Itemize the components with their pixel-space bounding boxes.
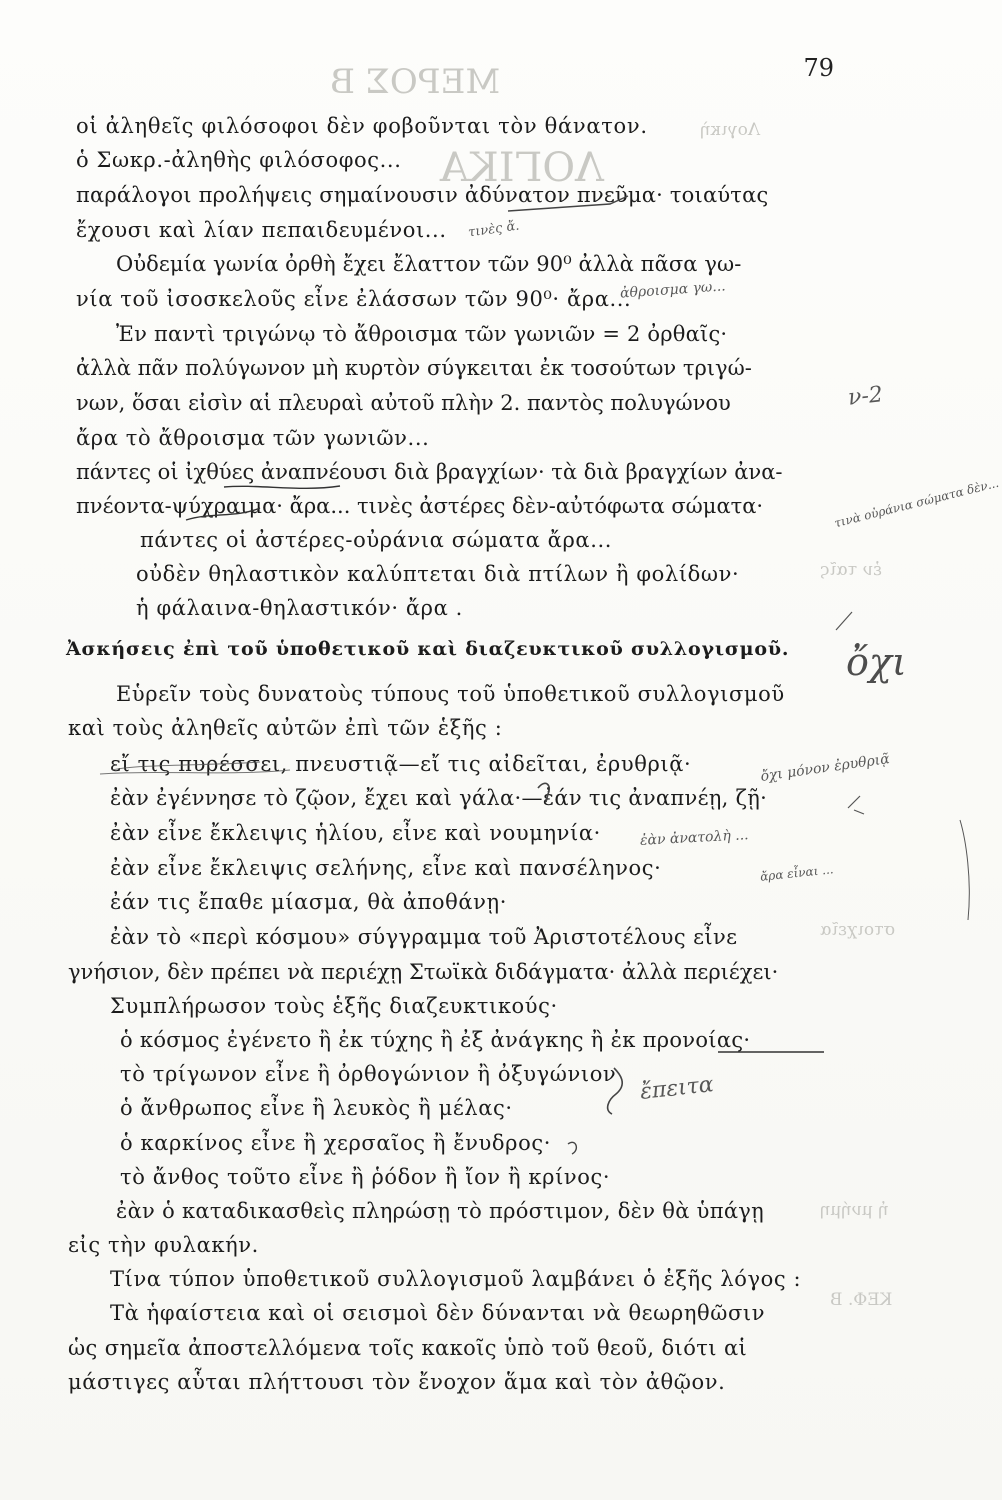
text-line: ἐὰν εἶνε ἔκλειψις σελήνης, εἶνε καὶ πανσέληνος· <box>110 856 662 880</box>
handwritten-note: τινὰ οὐράνια σώματα δὲν... <box>832 475 1001 531</box>
text-line: ἔχουσι καὶ λίαν πεπαιδευμένοι... <box>76 218 447 242</box>
text-line: πνέοντα-ψύχραιμα· ἄρα... τινὲς ἀστέρες δὲν-αὐτόφωτα σώματα· <box>76 494 764 518</box>
text-line: ὁ ἄνθρωπος εἶνε ἢ λευκὸς ἢ μέλας· <box>120 1096 513 1120</box>
text-line: ἐὰν τὸ «περὶ κόσμου» σύγγραμμα τοῦ Ἀριστοτέλους εἶνε <box>110 925 738 949</box>
text-line: μάστιγες αὗται πλήττουσι τὸν ἔνοχον ἅμα καὶ τὸν ἀθῷον. <box>68 1370 726 1394</box>
text-line: πάντες οἱ ἰχθύες ἀναπνέουσι διὰ βραγχίων· τὰ διὰ βραγχίων ἀνα- <box>76 460 783 484</box>
text-line: ἄρα τὸ ἄθροισμα τῶν γωνιῶν... <box>76 426 430 450</box>
text-line: Εὑρεῖν τοὺς δυνατοὺς τύπους τοῦ ὑποθετικοῦ συλλογισμοῦ <box>116 682 785 706</box>
text-line: ὁ κόσμος ἐγένετο ἢ ἐκ τύχης ἢ ἐξ ἀνάγκης ἢ ἐκ προνοίας· <box>120 1028 751 1052</box>
text-line: οἱ ἀληθεῖς φιλόσοφοι δὲν φοβοῦνται τὸν θάνατον. <box>76 114 648 138</box>
handwritten-note: ν-2 <box>846 382 885 411</box>
text-line: Συμπλήρωσον τοὺς ἑξῆς διαζευκτικούς· <box>110 994 558 1018</box>
text-line: νων, ὅσαι εἰσὶν αἱ πλευραὶ αὐτοῦ πλὴν 2. παντὸς πολυγώνου <box>76 391 731 415</box>
text-line: Τὰ ἡφαίστεια καὶ οἱ σεισμοὶ δὲν δύνανται νὰ θεωρηθῶσιν <box>110 1301 766 1325</box>
pencil-scribble <box>836 612 852 630</box>
pencil-scribble <box>848 796 864 814</box>
text-line: ἡ φάλαινα-θηλαστικόν· ἄρα . <box>136 596 463 620</box>
text-line: Τίνα τύπον ὑποθετικοῦ συλλογισμοῦ λαμβάνει ὁ ἑξῆς λόγος : <box>110 1267 802 1291</box>
handwritten-note: ἀθροισμα γω... <box>619 278 727 302</box>
text-line: τὸ τρίγωνον εἶνε ἢ ὀρθογώνιον ἢ ὀξυγώνιον <box>120 1062 617 1086</box>
text-line: παράλογοι προλήψεις σημαίνουσιν ἀδύνατον πνεῦμα· τοιαύτας <box>76 183 769 207</box>
handwritten-note: ἐὰν ἀνατολὴ ... <box>639 827 749 849</box>
text-line: Οὐδεμία γωνία ὀρθὴ ἔχει ἔλαττον τῶν 90⁰ ἀλλὰ πᾶσα γω- <box>116 252 742 276</box>
bleed-through-background: ΜΕΡΟΣ Β ΛΟΓΙΚΑ Λογικὴ ἐν ταῖς στοιχεῖα ἡ μνήμη ΚΕΦ. Β <box>330 62 896 1310</box>
handwritten-note: ἔπειτα <box>638 1072 715 1105</box>
text-line: ἐὰν εἶνε ἔκλειψις ἡλίου, εἶνε καὶ νουμηνία· <box>110 821 601 845</box>
text-line: ὁ καρκίνος εἶνε ἢ χερσαῖος ἢ ἔνυδρος· <box>120 1131 551 1155</box>
section-heading: Ἀσκήσεις ἐπὶ τοῦ ὑποθετικοῦ καὶ διαζευκτικοῦ συλλογισμοῦ. <box>66 638 790 660</box>
text-line: εἰς τὴν φυλακήν. <box>68 1233 259 1257</box>
text-line: οὐδὲν θηλαστικὸν καλύπτεται διὰ πτίλων ἢ φολίδων· <box>136 562 740 586</box>
page-number: 79 <box>803 54 834 82</box>
handwritten-note: ἄρα εἶναι ... <box>759 862 835 884</box>
text-line: πάντες οἱ ἀστέρες-οὐράνια σώματα ἄρα... <box>140 528 613 552</box>
pencil-scribble <box>960 820 969 920</box>
text-line: τὸ ἄνθος τοῦτο εἶνε ἢ ῥόδον ἢ ἴον ἢ κρίνος· <box>120 1165 611 1189</box>
pencil-scribble <box>568 1142 576 1154</box>
text-line: ἀλλὰ πᾶν πολύγωνον μὴ κυρτὸν σύγκειται ἐκ τοσούτων τριγώ- <box>76 356 752 380</box>
handwritten-note: ὄχι <box>846 640 907 684</box>
text-line: ὡς σημεῖα ἀποστελλόμενα τοῖς κακοῖς ὑπὸ τοῦ θεοῦ, διότι αἱ <box>68 1336 748 1360</box>
text-line: ἐὰν ἐγέννησε τὸ ζῷον, ἔχει καὶ γάλα·—ἐάν τις ἀναπνέῃ, ζῇ· <box>110 786 768 810</box>
text-line: ὁ Σωκρ.-ἀληθὴς φιλόσοφος... <box>76 148 402 172</box>
text-line: ἐάν τις ἔπαθε μίασμα, θὰ ἀποθάνῃ· <box>110 890 507 914</box>
text-line: νία τοῦ ἰσοσκελοῦς εἶνε ἐλάσσων τῶν 90⁰· ἄρα... <box>76 287 632 311</box>
text-line: Ἐν παντὶ τριγώνῳ τὸ ἄθροισμα τῶν γωνιῶν = 2 ὀρθαῖς· <box>116 322 728 346</box>
text-line: εἴ τις πυρέσσει, πνευστιᾷ—εἴ τις αἰδεῖται, ἐρυθριᾷ· <box>110 752 692 776</box>
handwritten-note: ὄχι μόνον ἐρυθριᾷ <box>759 751 891 785</box>
underline-mark <box>224 486 340 488</box>
text-line: ἐὰν ὁ καταδικασθεὶς πληρώσῃ τὸ πρόστιμον, δὲν θὰ ὑπάγῃ <box>116 1199 765 1223</box>
text-line: καὶ τοὺς ἀληθεῖς αὐτῶν ἐπὶ τῶν ἑξῆς : <box>68 716 503 740</box>
handwritten-note: τινὲς ἄ. <box>467 218 521 241</box>
text-line: γνήσιον, δὲν πρέπει νὰ περιέχῃ Στωϊκὰ διδάγματα· ἀλλὰ περιέχει· <box>68 960 779 984</box>
